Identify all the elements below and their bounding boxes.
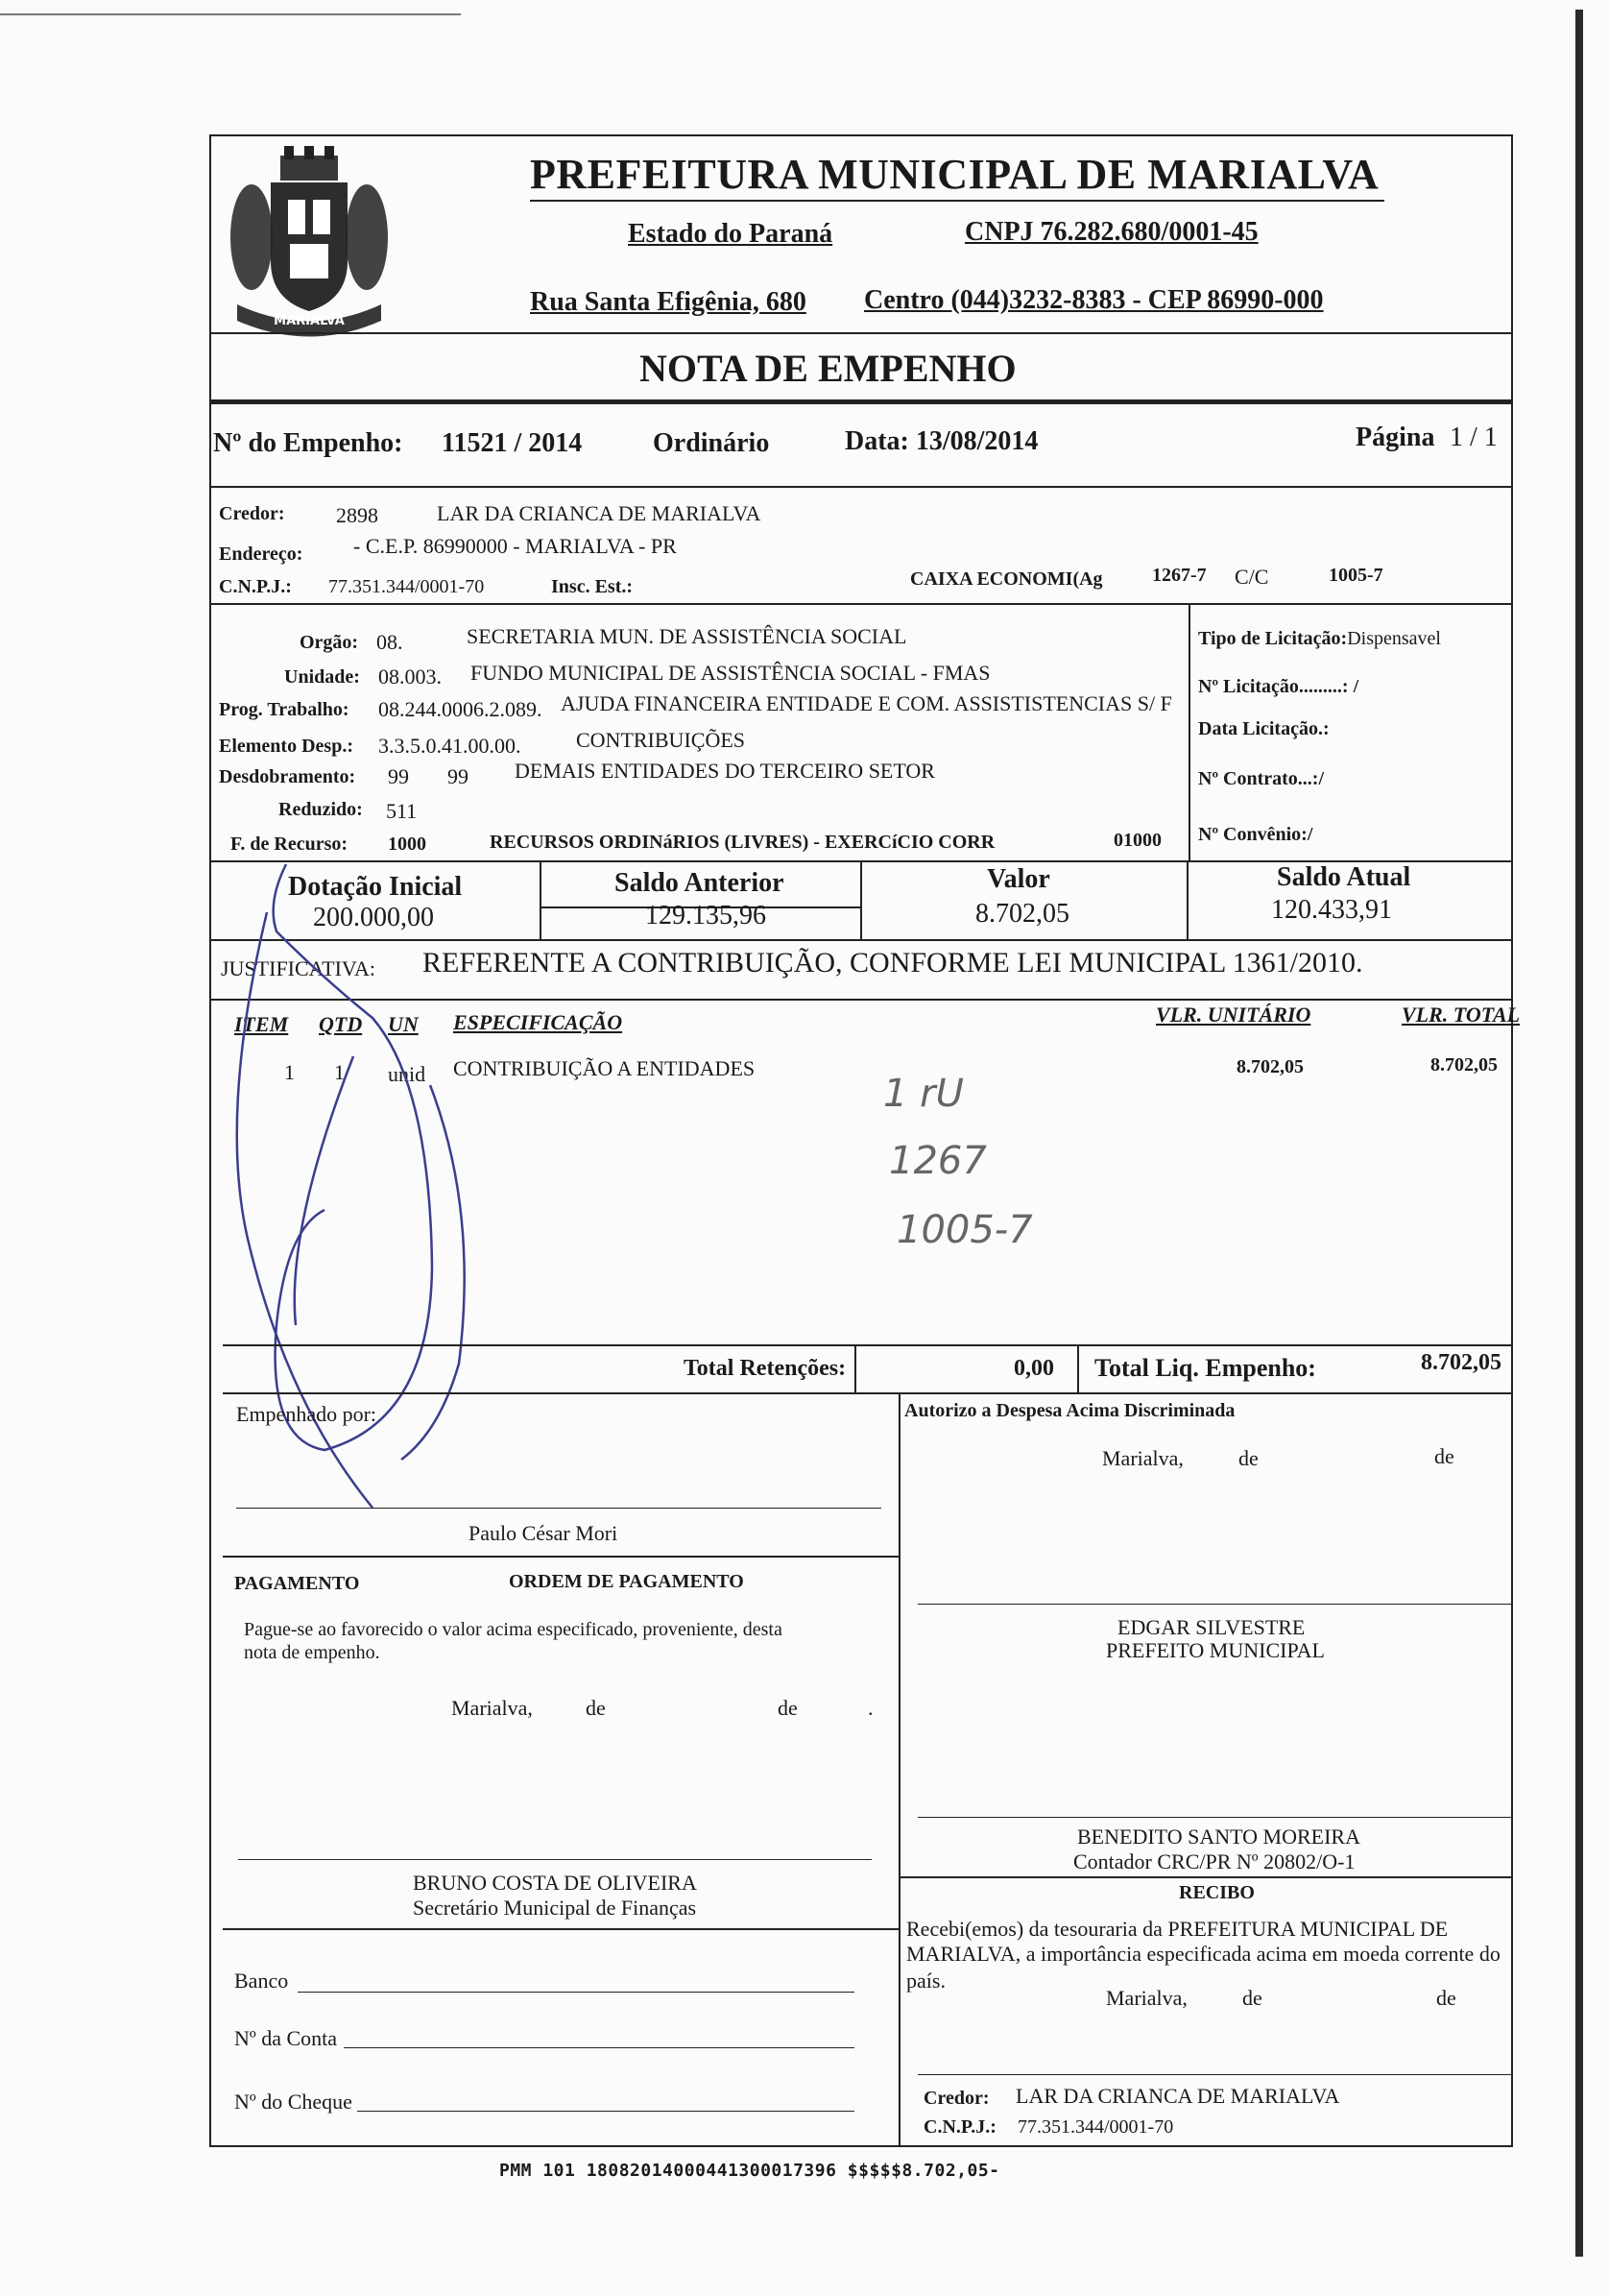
title-box-bottom xyxy=(209,399,1511,404)
accountant-divider xyxy=(899,1876,1511,1878)
bank-agency: 1267-7 xyxy=(1152,565,1207,586)
col-header-spec: ESPECIFICAÇÃO xyxy=(453,1010,623,1034)
receipt-de-2: de xyxy=(1436,1986,1456,2010)
net-total-value: 8.702,05 xyxy=(1421,1350,1501,1375)
receipt-cnpj: 77.351.344/0001-70 xyxy=(1018,2116,1174,2138)
items-divider xyxy=(223,1344,1511,1346)
retentions-label: Total Retenções: xyxy=(684,1356,847,1381)
mayor-sign-line xyxy=(918,1604,1511,1605)
payment-de-2: de xyxy=(778,1696,798,1720)
page-title: PREFEITURA MUNICIPAL DE MARIALVA xyxy=(530,151,1380,198)
payment-de-1: de xyxy=(586,1696,606,1720)
page-number-label: Página xyxy=(1356,423,1435,452)
licitation-type: Dispensavel xyxy=(1347,628,1441,649)
scan-edge-right xyxy=(1575,10,1583,2257)
creditor-address: - C.E.P. 86990000 - MARIALVA - PR xyxy=(353,534,677,558)
receipt-text-3: país. xyxy=(906,1969,946,1993)
creditor-name: LAR DA CRIANCA DE MARIALVA xyxy=(437,501,761,525)
value-amount: 8.702,05 xyxy=(975,899,1069,929)
program-code: 08.244.0006.2.089. xyxy=(378,697,542,721)
previous-balance-value: 129.135,96 xyxy=(645,901,766,930)
licitation-number: Nº Licitação.........: / xyxy=(1198,676,1359,697)
receipt-city: Marialva, xyxy=(1106,1986,1188,2010)
net-total-label: Total Liq. Empenho: xyxy=(1094,1354,1316,1382)
creditor-divider xyxy=(209,603,1511,605)
justification-text: REFERENTE A CONTRIBUIÇÃO, CONFORME LEI MUNICIPAL 1361/2010. xyxy=(422,947,1363,979)
check-field-label: Nº do Cheque xyxy=(234,2090,352,2114)
value-label: Valor xyxy=(987,864,1050,894)
accountant-name: BENEDITO SANTO MOREIRA xyxy=(1077,1825,1360,1849)
committed-sign-line xyxy=(236,1508,881,1509)
breakdown-name: DEMAIS ENTIDADES DO TERCEIRO SETOR xyxy=(515,759,935,783)
receipt-title: RECIBO xyxy=(1179,1882,1255,1903)
reduced-label: Reduzido: xyxy=(278,799,363,820)
retentions-sep xyxy=(854,1344,856,1392)
finance-sign-line xyxy=(238,1859,872,1860)
creditor-cnpj: 77.351.344/0001-70 xyxy=(328,576,485,597)
empenho-divider xyxy=(209,486,1511,488)
covenant-number: Nº Convênio:/ xyxy=(1198,824,1313,845)
organ-label: Orgão: xyxy=(300,632,359,653)
payment-dot: . xyxy=(868,1696,874,1720)
cnpj-field-label: C.N.P.J.: xyxy=(219,576,292,597)
balance-sep-3 xyxy=(1187,860,1189,941)
creditor-label: Credor: xyxy=(219,503,285,524)
document-type-title: NOTA DE EMPENHO xyxy=(639,347,1017,390)
receipt-text-1: Recebi(emos) da tesouraria da PREFEITURA MUNICIPAL DE xyxy=(906,1917,1449,1941)
balance-sep-2 xyxy=(860,860,862,941)
previous-balance-label: Saldo Anterior xyxy=(614,868,784,898)
finance-secretary-title: Secretário Municipal de Finanças xyxy=(413,1896,697,1920)
breakdown-code-2: 99 xyxy=(447,764,468,788)
handwritten-note-3: 1005-7 xyxy=(897,1208,1033,1252)
retentions-value: 0,00 xyxy=(1014,1356,1054,1381)
program-label: Prog. Trabalho: xyxy=(219,699,349,720)
item-qty: 1 xyxy=(334,1060,345,1084)
receipt-cnpj-label: C.N.P.J.: xyxy=(924,2116,997,2138)
col-header-total-value: VLR. TOTAL xyxy=(1402,1003,1521,1027)
licitation-type-label: Tipo de Licitação:Dispensavel xyxy=(1198,628,1441,649)
empenho-number: 11521 / 2014 xyxy=(442,428,583,458)
resource-label: F. de Recurso: xyxy=(230,834,348,855)
state-label: Estado do Paraná xyxy=(628,219,833,249)
finance-secretary-name: BRUNO COSTA DE OLIVEIRA xyxy=(413,1871,697,1895)
col-header-item: ITEM xyxy=(234,1012,289,1036)
receipt-sign-line xyxy=(918,2074,1511,2075)
resource-number: 01000 xyxy=(1114,830,1162,851)
account-label: C/C xyxy=(1235,565,1269,589)
current-balance-label: Saldo Atual xyxy=(1277,862,1411,892)
handwritten-note-2: 1267 xyxy=(889,1139,987,1183)
program-name: AJUDA FINANCEIRA ENTIDADE E COM. ASSISTISTENCIAS S/ F xyxy=(561,691,1172,715)
page-number: 1 / 1 xyxy=(1450,423,1498,452)
contact-label: Centro (044)3232-8383 - CEP 86990-000 xyxy=(864,285,1324,315)
committed-by-label: Empenhado por: xyxy=(236,1402,377,1426)
col-header-qty: QTD xyxy=(319,1012,363,1036)
finance-divider xyxy=(223,1928,899,1930)
unit-code: 08.003. xyxy=(378,665,442,689)
authorization-de-1: de xyxy=(1238,1446,1259,1470)
footer-code: PMM 101 18082014000441300017396 $$$$$8.702,05- xyxy=(499,2161,1000,2181)
empenho-type: Ordinário xyxy=(653,428,770,458)
item-spec: CONTRIBUIÇÃO A ENTIDADES xyxy=(453,1056,756,1080)
state-registration-label: Insc. Est.: xyxy=(551,576,634,597)
receipt-creditor-label: Credor: xyxy=(924,2088,990,2109)
account-number: 1005-7 xyxy=(1329,565,1383,586)
bank-name: CAIXA ECONOMI(Ag xyxy=(910,568,1103,590)
account-field-line xyxy=(344,2047,854,2048)
committed-divider xyxy=(223,1556,899,1558)
title-underline xyxy=(530,200,1384,202)
reduced-code: 511 xyxy=(386,799,418,823)
item-unit: unid xyxy=(388,1062,426,1086)
element-code: 3.3.5.0.41.00.00. xyxy=(378,734,521,758)
empenho-number-label: Nº do Empenho: xyxy=(213,428,403,458)
contract-number: Nº Contrato...:/ xyxy=(1198,768,1325,789)
element-name: CONTRIBUIÇÕES xyxy=(576,728,746,752)
col-header-unit-value: VLR. UNITÁRIO xyxy=(1156,1003,1311,1027)
resource-name: RECURSOS ORDINáRIOS (LIVRES) - EXERCíCIO CORR xyxy=(490,832,996,853)
receipt-text-2: MARIALVA, a importância especificada acima em moeda corrente do xyxy=(906,1942,1501,1966)
col-header-unit: UN xyxy=(388,1012,419,1036)
center-divider xyxy=(899,1392,901,2145)
cnpj-label: CNPJ 76.282.680/0001-45 xyxy=(965,217,1259,247)
item-unit-value: 8.702,05 xyxy=(1237,1056,1304,1077)
address-label: Rua Santa Efigênia, 680 xyxy=(530,287,806,317)
unit-name: FUNDO MUNICIPAL DE ASSISTÊNCIA SOCIAL - FMAS xyxy=(470,661,991,685)
element-label: Elemento Desp.: xyxy=(219,736,353,757)
justification-label: JUSTIFICATIVA: xyxy=(221,956,375,980)
payment-text-2: nota de empenho. xyxy=(244,1642,380,1663)
accountant-sign-line xyxy=(918,1817,1511,1818)
bank-field-label: Banco xyxy=(234,1969,289,1993)
current-balance-value: 120.433,91 xyxy=(1271,895,1392,925)
licitation-date: Data Licitação.: xyxy=(1198,718,1330,739)
authorization-city: Marialva, xyxy=(1102,1446,1184,1470)
authorization-de-2: de xyxy=(1434,1444,1454,1468)
totals-divider xyxy=(223,1392,1511,1394)
header-divider xyxy=(209,332,1511,334)
breakdown-code-1: 99 xyxy=(388,764,409,788)
committed-by-name: Paulo César Mori xyxy=(468,1521,618,1545)
receipt-de-1: de xyxy=(1242,1986,1262,2010)
liq-sep xyxy=(1077,1344,1079,1392)
scan-edge-top xyxy=(0,13,461,15)
coat-of-arms-emblem xyxy=(213,146,405,348)
payment-order-label: ORDEM DE PAGAMENTO xyxy=(509,1571,744,1592)
bank-field-line xyxy=(298,1992,854,1993)
empenho-date: Data: 13/08/2014 xyxy=(845,426,1039,456)
authorization-label: Autorizo a Despesa Acima Discriminada xyxy=(904,1400,1236,1421)
organ-code: 08. xyxy=(376,630,403,654)
unit-label: Unidade: xyxy=(284,666,360,688)
check-field-line xyxy=(357,2111,854,2112)
payment-text-1: Pague-se ao favorecido o valor acima especificado, proveniente, desta xyxy=(244,1619,782,1640)
account-field-label: Nº da Conta xyxy=(234,2026,338,2050)
initial-allocation-label: Dotação Inicial xyxy=(288,872,463,902)
payment-label: PAGAMENTO xyxy=(234,1573,360,1594)
item-total-value: 8.702,05 xyxy=(1430,1054,1498,1075)
svg-text:MARIALVA: MARIALVA xyxy=(274,314,345,328)
resource-code: 1000 xyxy=(388,834,426,855)
initial-allocation-value: 200.000,00 xyxy=(313,903,434,932)
payment-city: Marialva, xyxy=(451,1696,533,1720)
creditor-code: 2898 xyxy=(336,503,378,527)
address-field-label: Endereço: xyxy=(219,544,303,565)
receipt-creditor-name: LAR DA CRIANCA DE MARIALVA xyxy=(1016,2084,1340,2108)
breakdown-label: Desdobramento: xyxy=(219,766,356,787)
accountant-title: Contador CRC/PR Nº 20802/O-1 xyxy=(1073,1849,1356,1873)
organ-name: SECRETARIA MUN. DE ASSISTÊNCIA SOCIAL xyxy=(467,624,907,648)
handwritten-note-1: 1 rU xyxy=(883,1072,964,1116)
mayor-title: PREFEITO MUNICIPAL xyxy=(1106,1638,1325,1662)
licitation-box-left xyxy=(1189,605,1190,862)
item-number: 1 xyxy=(284,1060,295,1084)
mayor-name: EDGAR SILVESTRE xyxy=(1117,1615,1306,1639)
